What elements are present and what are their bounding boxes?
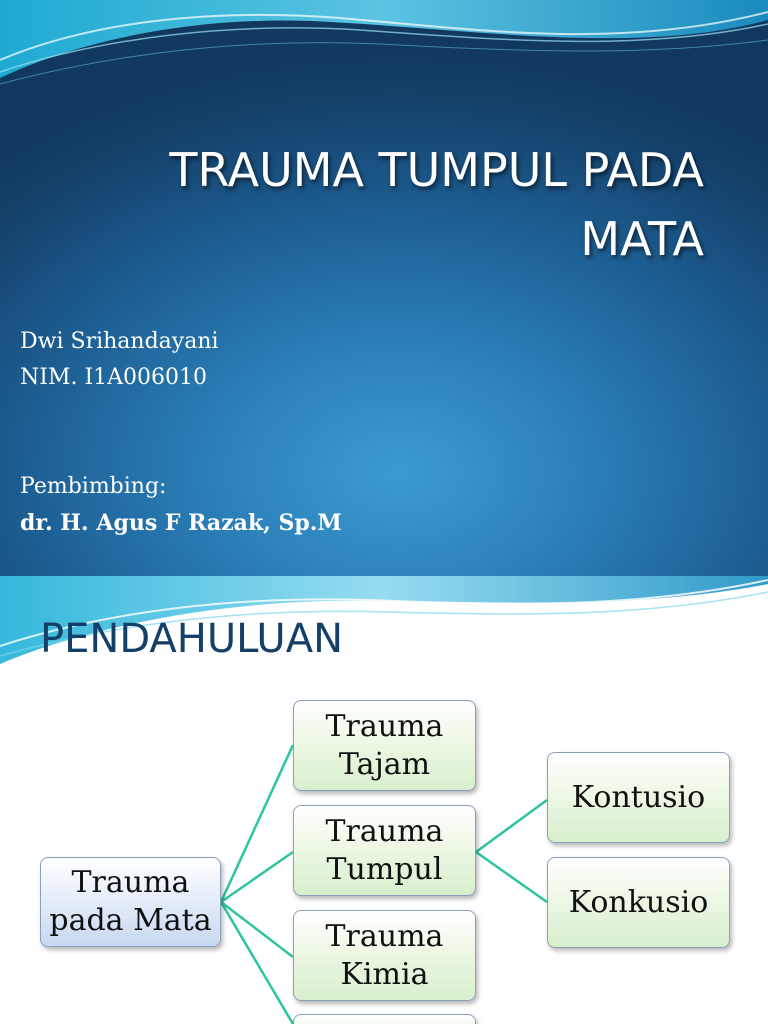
node-line: Trauma (325, 918, 444, 954)
node-line: pada Mata (49, 903, 212, 938)
content-slide (0, 576, 768, 1024)
node-trauma-tajam (293, 700, 476, 791)
node-line: Kimia (340, 956, 429, 992)
supervisor-label: Pembimbing: (20, 474, 167, 499)
title-line-2: MATA (580, 212, 704, 266)
node-line: Trauma (325, 813, 444, 849)
author-name: Dwi Srihandayani (20, 329, 219, 354)
node-konkusio (547, 857, 730, 948)
node-line: Trauma (71, 865, 190, 900)
node-kontusio (547, 752, 730, 843)
node-line: Kontusio (571, 779, 706, 815)
student-id: NIM. I1A006010 (20, 365, 208, 390)
node-partial (293, 1014, 476, 1024)
slide-heading: PENDAHULUAN (40, 616, 343, 662)
node-line: Konkusio (568, 884, 709, 920)
supervisor-name: dr. H. Agus F Razak, Sp.M (20, 510, 342, 536)
node-trauma-kimia (293, 910, 476, 1001)
node-line: Tumpul (326, 851, 443, 887)
slide-title (44, 136, 704, 274)
node-trauma-tumpul (293, 805, 476, 896)
wave-decoration-top (0, 0, 768, 100)
title-line-1: TRAUMA TUMPUL PADA (169, 143, 704, 197)
node-line: Tajam (338, 746, 431, 782)
node-line: Trauma (325, 708, 444, 744)
node-trauma-pada-mata (40, 857, 221, 947)
